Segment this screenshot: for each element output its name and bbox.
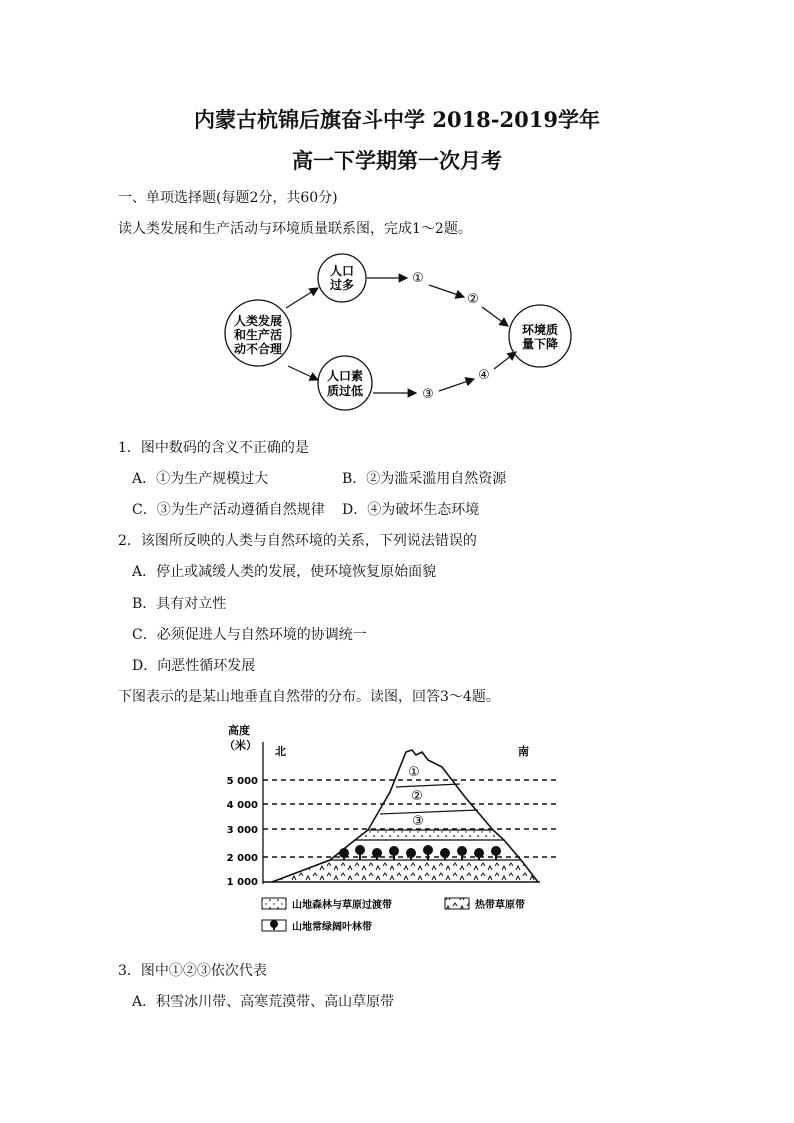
zone-label-3: ③ <box>412 814 424 829</box>
marker-4: ④ <box>478 368 490 383</box>
legend-label-grassland: 热带草原带 <box>475 900 525 911</box>
zone-label-1: ① <box>408 765 420 780</box>
node-top-line1: 人口 <box>329 264 355 278</box>
arrow-left-to-top <box>286 288 318 308</box>
marker-3: ③ <box>422 387 434 402</box>
tick-2000: 2 000 <box>226 853 258 864</box>
arrow-3-to-4 <box>439 379 474 391</box>
marker-1: ① <box>412 271 424 286</box>
label-south: 南 <box>518 745 529 758</box>
q2-option-b: B．具有对立性 <box>132 596 227 612</box>
y-axis-unit: （米） <box>224 739 257 752</box>
boundary-2 <box>380 810 478 814</box>
intro-text-2: 下图表示的是某山地垂直自然带的分布。读图，回答3～4题。 <box>118 689 500 705</box>
zone-tropical-grassland <box>272 860 538 882</box>
q2-option-d: D．向恶性循环发展 <box>132 658 256 674</box>
y-axis-label: 高度 <box>228 724 250 737</box>
page-subtitle: 高一下学期第一次月考 <box>292 148 502 173</box>
arrow-1-to-2 <box>429 285 464 297</box>
boundary-1 <box>396 784 460 787</box>
node-top-line2: 过多 <box>329 278 355 292</box>
q1-option-a: A．①为生产规模过大 <box>132 471 269 487</box>
node-right-line2: 量下降 <box>521 337 559 351</box>
tick-3000: 3 000 <box>226 825 258 836</box>
q1-stem: 1．图中数码的含义不正确的是 <box>118 440 309 456</box>
intro-text-1: 读人类发展和生产活动与环境质量联系图，完成1～2题。 <box>118 221 472 237</box>
mountain-diagram <box>220 722 570 940</box>
arrow-left-to-bottom <box>288 366 318 380</box>
node-right-line1: 环境质 <box>521 323 559 337</box>
section-heading: 一、单项选择题(每题2分，共60分) <box>118 190 338 206</box>
node-bottom-circle <box>318 356 372 410</box>
flow-diagram <box>218 248 578 418</box>
legend-swatch-transition <box>262 898 286 909</box>
q1-option-b: B．②为滥采滥用自然资源 <box>342 471 507 487</box>
q1-option-c: C．③为生产活动遵循自然规律 <box>132 502 325 518</box>
arrow-4-to-right <box>494 352 516 369</box>
page-title: 内蒙古杭锦后旗奋斗中学 2018-2019学年 <box>194 107 600 132</box>
node-left-line2: 和生产活 <box>233 328 283 342</box>
node-bottom-line2: 质过低 <box>326 384 364 398</box>
arrow-2-to-right <box>482 307 508 326</box>
q2-option-a: A．停止或减缓人类的发展，使环境恢复原始面貌 <box>132 564 437 580</box>
node-left-line1: 人类发展 <box>233 314 283 328</box>
q2-option-c: C．必须促进人与自然环境的协调统一 <box>132 627 367 643</box>
q3-option-a: A．积雪冰川带、高寒荒漠带、高山草原带 <box>132 994 395 1010</box>
label-north: 北 <box>275 745 286 758</box>
legend-label-forest: 山地常绿阔叶林带 <box>292 922 372 933</box>
zone-transition <box>355 830 504 840</box>
node-left-line3: 动不合理 <box>233 342 283 356</box>
legend-tree-trunk <box>273 926 275 930</box>
q1-option-d: D．④为破坏生态环境 <box>342 502 480 518</box>
marker-2: ② <box>467 292 479 307</box>
q2-stem: 2．该图所反映的人类与自然环境的关系，下列说法错误的 <box>118 533 477 549</box>
zone-label-2: ② <box>411 789 423 804</box>
node-bottom-line1: 人口素 <box>326 369 364 383</box>
tick-1000: 1 000 <box>226 877 258 888</box>
legend-label-transition: 山地森林与草原过渡带 <box>292 900 392 911</box>
tick-5000: 5 000 <box>226 776 258 787</box>
tick-4000: 4 000 <box>226 800 258 811</box>
legend-swatch-grassland <box>445 898 469 909</box>
q3-stem: 3．图中①②③依次代表 <box>118 963 267 979</box>
